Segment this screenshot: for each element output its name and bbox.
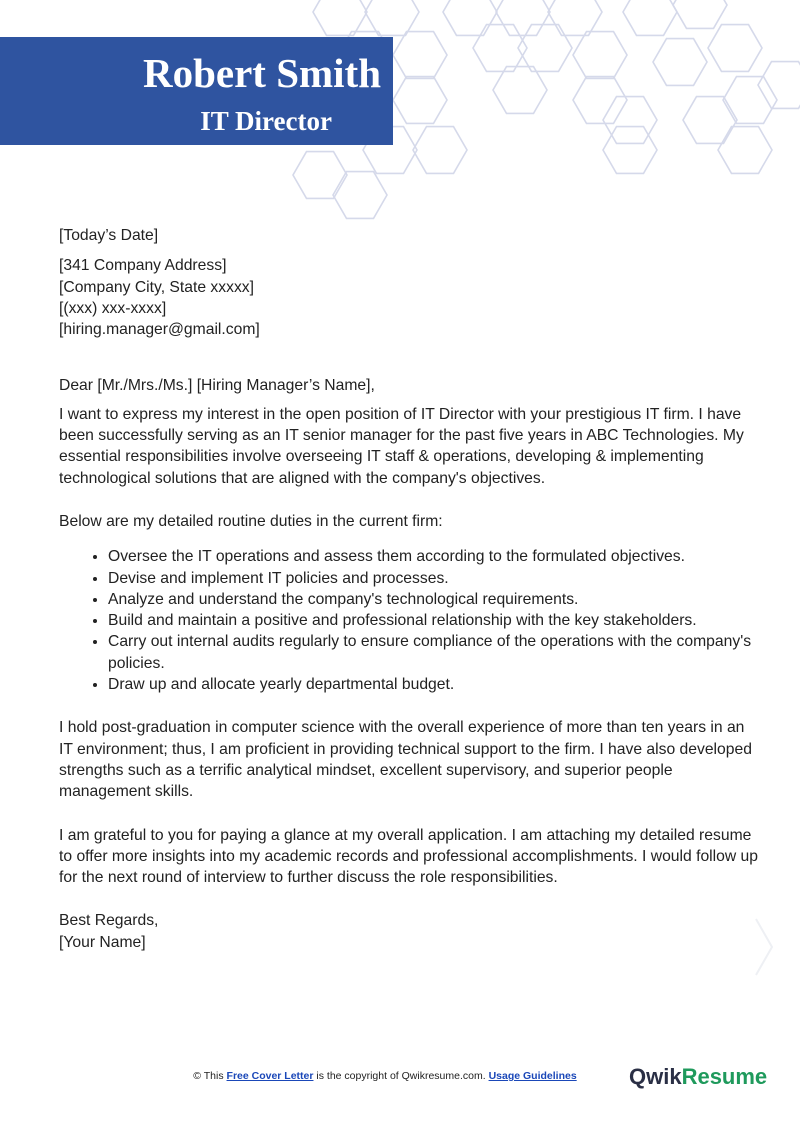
qwikresume-logo[interactable] (629, 1063, 767, 1091)
copyright-middle: is the copyright of Qwikresume.com. (316, 1070, 486, 1082)
hexagon-shape (333, 172, 387, 219)
duties-intro: Below are my detailed routine duties in the current firm: (59, 512, 443, 530)
paragraph-intro: I want to express my interest in the open position of IT Director with your prestigious IT firm. I have been successfully serving as an IT senior manager for the past five years in ABC Technologies. My essential responsibilities involve overseeing IT staff & operations, developing & implementing technological solutions that are aligned with the company's objectives. (59, 405, 744, 487)
hexagon-shape (573, 32, 627, 79)
hexagon-shape (393, 32, 447, 79)
salutation: Dear [Mr./Mrs./Ms.] [Hiring Manager’s Name], (59, 377, 375, 395)
hexagon-shape (708, 25, 762, 72)
header-banner (0, 37, 393, 145)
letter-date: [Today’s Date] (59, 227, 159, 244)
list-item: • Draw up and allocate yearly departmental budget. (108, 674, 759, 695)
chevron-right-icon (752, 915, 776, 979)
free-cover-letter-link[interactable]: Free Cover Letter (226, 1070, 314, 1082)
address-line: [341 Company Address] (59, 257, 227, 275)
list-item: • Oversee the IT operations and assess them according to the formulated objectives. (108, 546, 759, 567)
hexagon-shape (548, 0, 602, 35)
hexagon-shape (493, 67, 547, 114)
candidate-name: Robert Smith (142, 50, 381, 96)
hexagon-shape (393, 77, 447, 124)
hexagon-shape (573, 77, 627, 124)
job-title: IT Director (200, 106, 332, 136)
duties-list (59, 546, 759, 695)
hexagon-shape (313, 0, 367, 35)
address-line: [(xxx) xxx-xxxx] (59, 299, 167, 317)
usage-guidelines-link[interactable]: Usage Guidelines (488, 1070, 577, 1082)
paragraph-closing: I am grateful to you for paying a glance at my overall application. I am attaching my detailed resume to offer more insights into my academic records and professional accomplishments. I would follow up for the next round of interview to further discuss the role responsibilities. (59, 826, 759, 887)
hexagon-shape (683, 97, 737, 144)
list-item: • Analyze and understand the company's technological requirements. (108, 589, 759, 610)
list-item: • Devise and implement IT policies and processes. (108, 568, 759, 589)
hexagon-shape (293, 152, 347, 199)
signature-name: [Your Name] (59, 933, 146, 951)
list-item: • Carry out internal audits regularly to ensure compliance of the operations with the company's policies. (108, 631, 759, 674)
address-line: [Company City, State xxxxx] (59, 278, 254, 296)
hexagon-shape (653, 39, 707, 86)
paragraph-experience: I hold post-graduation in computer science with the overall experience of more than ten years in an IT environment; thus, I am proficient in providing technical support to the firm. I have also developed strengths such as a terrific analytical mindset, excellent supervisory, and superior people management skills. (59, 719, 752, 801)
hexagon-shape (623, 0, 677, 35)
closing: Best Regards, (59, 912, 159, 930)
hexagon-shape (365, 0, 419, 35)
logo-qwik: Qwik (629, 1064, 682, 1089)
address-line: [hiring.manager@gmail.com] (59, 321, 260, 339)
recipient-address (59, 255, 759, 340)
hexagon-shape (496, 0, 550, 35)
logo-resume: Resume (681, 1064, 768, 1089)
hexagon-shape (443, 0, 497, 35)
hexagon-shape (673, 0, 727, 28)
copyright-prefix: © This (193, 1070, 224, 1082)
hexagon-shape (758, 62, 800, 109)
letter-body (59, 225, 759, 953)
hexagon-shape (718, 127, 772, 174)
hexagon-shape (413, 127, 467, 174)
list-item: • Build and maintain a positive and professional relationship with the key stakeholders. (108, 610, 759, 631)
hexagon-shape (723, 77, 777, 124)
